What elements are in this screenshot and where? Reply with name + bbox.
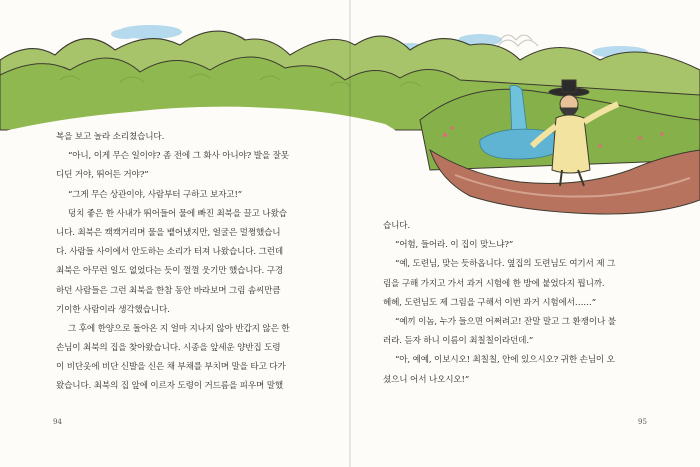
text-line: “아니, 이게 무슨 일이야? 좀 전에 그 화사 아니야? 발을 잘못 [68, 151, 289, 162]
text-line: 덩치 좋은 한 사내가 뛰어들어 물에 빠진 최북을 끌고 나왔습 [68, 208, 287, 219]
text-line: “어험, 들어라. 이 집이 맞느냐?” [395, 240, 514, 251]
text-line: “예, 도련님, 맞는 듯하옵니다. 옆집의 도련님도 여기서 제 그 [395, 259, 616, 270]
left-page-text [56, 128, 306, 397]
text-line: 이 비단옷에 비단 신발을 신은 채 부채를 부치며 말을 타고 다가 [56, 362, 286, 373]
text-line: 림을 구해 가지고 가서 과거 시험에 한 방에 붙었다지 뭡니까. [383, 278, 605, 289]
text-line: 왔습니다. 최북의 집 앞에 이르자 도령이 거드름을 피우며 말했 [56, 381, 284, 392]
text-line: 다. 사람들 사이에서 안도하는 소리가 터져 나왔습니다. 그런데 [56, 247, 284, 258]
text-line: “예끼 이놈, 누가 들으면 어쩌려고! 잔말 말고 그 환쟁이나 불 [395, 316, 616, 327]
text-line: 디딘 거야, 뛰어든 거야?” [56, 170, 149, 181]
page-number-left: 94 [53, 418, 62, 426]
text-line: 복을 보고 놀라 소리쳤습니다. [56, 132, 165, 142]
text-line: “그게 무슨 상관이야, 사람부터 구하고 보자고!” [68, 189, 243, 200]
text-line: 습니다. [383, 221, 411, 231]
text-line: 하던 사람들은 그런 최북을 한참 동안 바라보며 그림 솜씨만큼 [56, 285, 281, 296]
pond [480, 129, 564, 159]
text-line: 러라. 듣자 하니 이름이 최칠칠이라던데.” [383, 336, 534, 347]
text-line: 헤헤, 도련님도 제 그림을 구해서 이번 과거 시험에서……” [383, 297, 596, 308]
text-line: 기이한 사람이라 생각했습니다. [56, 304, 170, 315]
right-page-text [383, 217, 649, 390]
text-line: 셨으니 어서 나오시오!” [383, 374, 470, 385]
text-line: 니다. 최북은 캑캑거리며 물을 뱉어냈지만, 얼굴은 멀쩡했습니 [56, 227, 281, 238]
page-number-right: 95 [638, 418, 647, 426]
text-line: 최북은 아무런 일도 없었다는 듯이 껄껄 웃기만 했습니다. 구경 [56, 266, 284, 277]
page-gutter [349, 0, 351, 467]
text-line: “아, 예예, 이보시오! 최칠칠, 안에 있으시오? 귀한 손님이 오 [395, 355, 615, 366]
text-line: 손님이 최북의 집을 찾아왔습니다. 시종을 앞세운 양반집 도령 [56, 343, 281, 354]
text-line: 그 후에 한양으로 돌아온 지 얼마 지나지 않아 반갑지 않은 한 [68, 323, 290, 334]
